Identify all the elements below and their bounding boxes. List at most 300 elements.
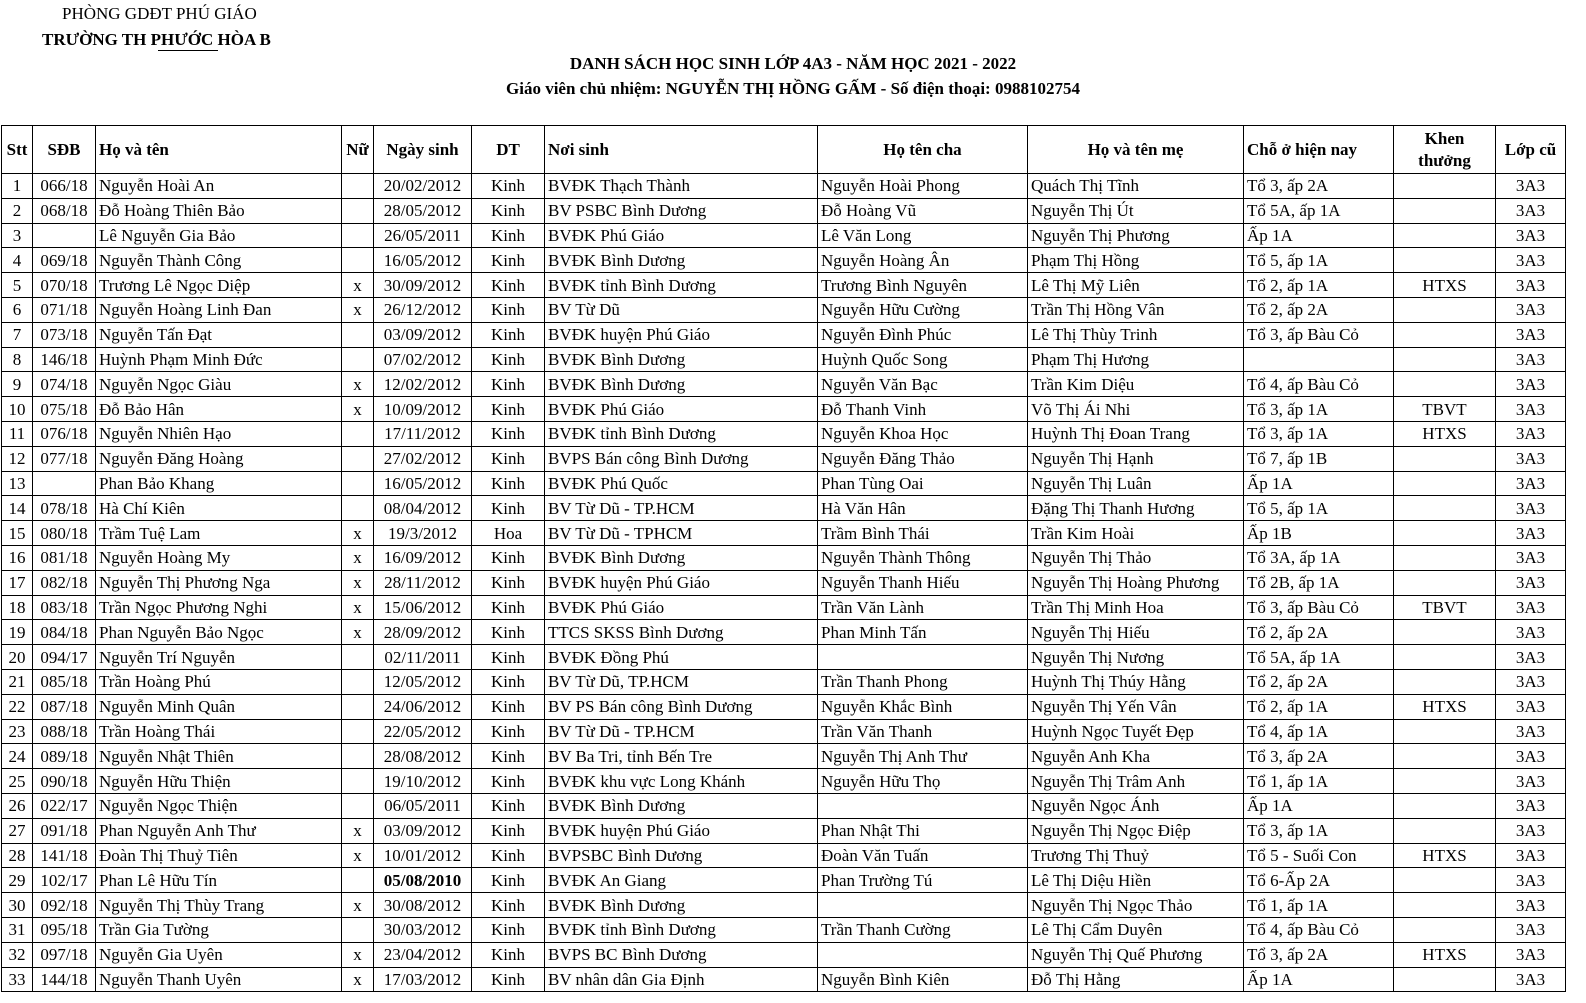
col-header-birthplace: Nơi sinh: [545, 126, 818, 174]
table-row: [2, 347, 1566, 372]
cell-birthplace: BVĐK Bình Dương: [545, 893, 818, 918]
cell-female: x: [342, 372, 374, 397]
cell-father: Nguyễn Khắc Bình: [818, 694, 1028, 719]
cell-female: x: [342, 942, 374, 967]
cell-award: [1394, 620, 1496, 645]
col-header-father: Họ tên cha: [818, 126, 1028, 174]
cell-birthplace: BVĐK Bình Dương: [545, 248, 818, 273]
cell-award: [1394, 248, 1496, 273]
cell-ethnicity: Kinh: [472, 843, 545, 868]
cell-father: Đỗ Hoàng Vũ: [818, 198, 1028, 223]
cell-sdb: 074/18: [33, 372, 96, 397]
cell-female: [342, 471, 374, 496]
table-row: [2, 570, 1566, 595]
cell-old-class: 3A3: [1496, 372, 1566, 397]
cell-birthdate: 27/02/2012: [374, 446, 472, 471]
cell-mother: Nguyễn Thị Quế Phương: [1028, 942, 1244, 967]
cell-name: Trần Gia Tường: [96, 917, 342, 942]
cell-stt: 16: [2, 545, 33, 570]
cell-ethnicity: Kinh: [472, 174, 545, 199]
cell-father: Trần Văn Thanh: [818, 719, 1028, 744]
cell-birthdate: 22/05/2012: [374, 719, 472, 744]
cell-ethnicity: Kinh: [472, 769, 545, 794]
cell-sdb: 087/18: [33, 694, 96, 719]
cell-stt: 26: [2, 793, 33, 818]
cell-old-class: 3A3: [1496, 669, 1566, 694]
cell-old-class: 3A3: [1496, 397, 1566, 422]
cell-ethnicity: Kinh: [472, 719, 545, 744]
cell-address: Ấp 1A: [1244, 793, 1394, 818]
cell-female: [342, 868, 374, 893]
cell-award: [1394, 446, 1496, 471]
cell-birthdate: 28/09/2012: [374, 620, 472, 645]
table-row: [2, 322, 1566, 347]
table-row: [2, 372, 1566, 397]
cell-stt: 24: [2, 744, 33, 769]
cell-ethnicity: Kinh: [472, 669, 545, 694]
cell-old-class: 3A3: [1496, 620, 1566, 645]
cell-sdb: 085/18: [33, 669, 96, 694]
cell-ethnicity: Kinh: [472, 297, 545, 322]
cell-sdb: 144/18: [33, 967, 96, 992]
cell-ethnicity: Kinh: [472, 322, 545, 347]
cell-father: Lê Văn Long: [818, 223, 1028, 248]
cell-address: Tổ 3, ấp Bàu Cỏ: [1244, 322, 1394, 347]
cell-sdb: 076/18: [33, 421, 96, 446]
cell-old-class: 3A3: [1496, 645, 1566, 670]
cell-birthplace: TTCS SKSS Bình Dương: [545, 620, 818, 645]
cell-father: Nguyễn Thanh Hiếu: [818, 570, 1028, 595]
cell-father: Nguyễn Khoa Học: [818, 421, 1028, 446]
cell-birthdate: 20/02/2012: [374, 174, 472, 199]
cell-birthplace: BV nhân dân Gia Định: [545, 967, 818, 992]
cell-father: Phan Nhật Thi: [818, 818, 1028, 843]
cell-name: Nguyễn Đăng Hoàng: [96, 446, 342, 471]
cell-female: [342, 669, 374, 694]
cell-award: HTXS: [1394, 942, 1496, 967]
cell-birthdate: 26/12/2012: [374, 297, 472, 322]
cell-birthplace: BVĐK khu vực Long Khánh: [545, 769, 818, 794]
cell-birthdate: 16/05/2012: [374, 471, 472, 496]
cell-old-class: 3A3: [1496, 198, 1566, 223]
cell-award: [1394, 645, 1496, 670]
cell-mother: Quách Thị Tĩnh: [1028, 174, 1244, 199]
col-header-address: Chỗ ở hiện nay: [1244, 126, 1394, 174]
cell-mother: Đỗ Thị Hằng: [1028, 967, 1244, 992]
cell-name: Nguyễn Thành Công: [96, 248, 342, 273]
cell-ethnicity: Hoa: [472, 521, 545, 546]
cell-award: HTXS: [1394, 694, 1496, 719]
cell-birthplace: BVĐK Phú Giáo: [545, 595, 818, 620]
table-row: [2, 471, 1566, 496]
cell-award: [1394, 372, 1496, 397]
cell-sdb: 094/17: [33, 645, 96, 670]
cell-ethnicity: Kinh: [472, 893, 545, 918]
cell-ethnicity: Kinh: [472, 570, 545, 595]
cell-address: Ấp 1A: [1244, 223, 1394, 248]
cell-female: [342, 223, 374, 248]
cell-mother: Trần Thị Hồng Vân: [1028, 297, 1244, 322]
cell-stt: 12: [2, 446, 33, 471]
cell-address: Tổ 6-Ấp 2A: [1244, 868, 1394, 893]
cell-name: Nguyễn Hoàng My: [96, 545, 342, 570]
cell-name: Trần Hoàng Phú: [96, 669, 342, 694]
school-underline: [158, 50, 218, 51]
cell-name: Đoàn Thị Thuỷ Tiên: [96, 843, 342, 868]
cell-birthplace: BV Từ Dũ, TP.HCM: [545, 669, 818, 694]
cell-award: [1394, 917, 1496, 942]
cell-address: Tổ 3, ấp 1A: [1244, 818, 1394, 843]
cell-address: Tổ 3A, ấp 1A: [1244, 545, 1394, 570]
cell-award: TBVT: [1394, 397, 1496, 422]
cell-birthdate: 17/03/2012: [374, 967, 472, 992]
table-row: [2, 223, 1566, 248]
cell-sdb: 082/18: [33, 570, 96, 595]
cell-father: Hà Văn Hân: [818, 496, 1028, 521]
cell-sdb: 071/18: [33, 297, 96, 322]
cell-award: HTXS: [1394, 421, 1496, 446]
cell-stt: 23: [2, 719, 33, 744]
cell-ethnicity: Kinh: [472, 967, 545, 992]
cell-ethnicity: Kinh: [472, 793, 545, 818]
cell-stt: 22: [2, 694, 33, 719]
cell-old-class: 3A3: [1496, 174, 1566, 199]
cell-ethnicity: Kinh: [472, 347, 545, 372]
cell-mother: Nguyễn Thị Ngọc Điệp: [1028, 818, 1244, 843]
cell-birthplace: BV Từ Dũ - TP.HCM: [545, 719, 818, 744]
cell-father: [818, 793, 1028, 818]
cell-ethnicity: Kinh: [472, 818, 545, 843]
cell-old-class: 3A3: [1496, 297, 1566, 322]
cell-award: [1394, 521, 1496, 546]
cell-award: [1394, 570, 1496, 595]
cell-birthdate: 23/04/2012: [374, 942, 472, 967]
cell-address: Tổ 4, ấp Bàu Cỏ: [1244, 917, 1394, 942]
table-header-row: [2, 126, 1566, 174]
cell-mother: Nguyễn Ngọc Ánh: [1028, 793, 1244, 818]
cell-ethnicity: Kinh: [472, 372, 545, 397]
cell-ethnicity: Kinh: [472, 273, 545, 298]
cell-address: Tổ 3, ấp Bàu Cỏ: [1244, 595, 1394, 620]
cell-ethnicity: Kinh: [472, 198, 545, 223]
cell-birthdate: 16/05/2012: [374, 248, 472, 273]
cell-birthplace: BVĐK huyện Phú Giáo: [545, 818, 818, 843]
cell-female: [342, 446, 374, 471]
table-row: [2, 297, 1566, 322]
cell-female: [342, 645, 374, 670]
cell-name: Trương Lê Ngọc Diệp: [96, 273, 342, 298]
page-title: DANH SÁCH HỌC SINH LỚP 4A3 - NĂM HỌC 2021 - 2022: [569, 54, 1017, 73]
cell-ethnicity: Kinh: [472, 942, 545, 967]
cell-award: HTXS: [1394, 843, 1496, 868]
cell-old-class: 3A3: [1496, 719, 1566, 744]
col-header-old-class: Lớp cũ: [1496, 126, 1566, 174]
cell-sdb: 075/18: [33, 397, 96, 422]
cell-female: [342, 719, 374, 744]
cell-address: Tổ 3, ấp 1A: [1244, 397, 1394, 422]
cell-birthplace: BVPS BC Bình Dương: [545, 942, 818, 967]
table-row: [2, 620, 1566, 645]
cell-address: Tổ 2, ấp 1A: [1244, 694, 1394, 719]
cell-sdb: 095/18: [33, 917, 96, 942]
cell-birthplace: BVĐK An Giang: [545, 868, 818, 893]
cell-old-class: 3A3: [1496, 322, 1566, 347]
cell-birthdate: 26/05/2011: [374, 223, 472, 248]
cell-female: [342, 694, 374, 719]
cell-name: Nguyễn Nhật Thiên: [96, 744, 342, 769]
cell-ethnicity: Kinh: [472, 620, 545, 645]
cell-sdb: 090/18: [33, 769, 96, 794]
cell-mother: Võ Thị Ái Nhi: [1028, 397, 1244, 422]
cell-name: Nguyễn Thị Phương Nga: [96, 570, 342, 595]
cell-award: TBVT: [1394, 595, 1496, 620]
cell-mother: Nguyễn Thị Phương: [1028, 223, 1244, 248]
cell-birthplace: BVĐK Bình Dương: [545, 347, 818, 372]
cell-old-class: 3A3: [1496, 942, 1566, 967]
table-row: [2, 248, 1566, 273]
cell-name: Nguyễn Thanh Uyên: [96, 967, 342, 992]
cell-old-class: 3A3: [1496, 843, 1566, 868]
cell-sdb: 146/18: [33, 347, 96, 372]
cell-birthplace: BV Từ Dũ - TP.HCM: [545, 496, 818, 521]
col-header-birthdate: Ngày sinh: [374, 126, 472, 174]
table-row: [2, 397, 1566, 422]
cell-birthplace: BVĐK huyện Phú Giáo: [545, 570, 818, 595]
cell-name: Nguyễn Gia Uyên: [96, 942, 342, 967]
cell-female: x: [342, 273, 374, 298]
cell-father: Trần Văn Lành: [818, 595, 1028, 620]
cell-mother: Nguyễn Anh Kha: [1028, 744, 1244, 769]
cell-birthplace: BV Từ Dũ - TPHCM: [545, 521, 818, 546]
cell-stt: 10: [2, 397, 33, 422]
table-row: [2, 273, 1566, 298]
cell-award: [1394, 545, 1496, 570]
cell-award: [1394, 868, 1496, 893]
cell-birthdate: 15/06/2012: [374, 595, 472, 620]
cell-mother: Phạm Thị Hồng: [1028, 248, 1244, 273]
cell-birthplace: BVĐK Bình Dương: [545, 793, 818, 818]
cell-birthdate: 06/05/2011: [374, 793, 472, 818]
cell-address: Tổ 5A, ấp 1A: [1244, 645, 1394, 670]
cell-stt: 11: [2, 421, 33, 446]
cell-father: Trương Bình Nguyên: [818, 273, 1028, 298]
table-row: [2, 719, 1566, 744]
cell-name: Phan Nguyễn Anh Thư: [96, 818, 342, 843]
cell-father: Trần Thanh Cường: [818, 917, 1028, 942]
cell-stt: 6: [2, 297, 33, 322]
cell-father: Nguyễn Thành Thông: [818, 545, 1028, 570]
cell-mother: Lê Thị Cẩm Duyên: [1028, 917, 1244, 942]
cell-birthdate: 19/3/2012: [374, 521, 472, 546]
cell-mother: Huỳnh Ngọc Tuyết Đẹp: [1028, 719, 1244, 744]
cell-sdb: 089/18: [33, 744, 96, 769]
cell-birthdate: 19/10/2012: [374, 769, 472, 794]
cell-old-class: 3A3: [1496, 446, 1566, 471]
cell-award: [1394, 174, 1496, 199]
cell-sdb: 091/18: [33, 818, 96, 843]
cell-father: Đoàn Văn Tuấn: [818, 843, 1028, 868]
cell-ethnicity: Kinh: [472, 397, 545, 422]
cell-female: x: [342, 595, 374, 620]
cell-ethnicity: Kinh: [472, 421, 545, 446]
cell-mother: Nguyễn Thị Hạnh: [1028, 446, 1244, 471]
cell-sdb: 084/18: [33, 620, 96, 645]
cell-birthplace: BVĐK huyện Phú Giáo: [545, 322, 818, 347]
cell-father: Nguyễn Thị Anh Thư: [818, 744, 1028, 769]
cell-mother: Nguyễn Thị Yến Vân: [1028, 694, 1244, 719]
cell-father: [818, 942, 1028, 967]
cell-mother: Trần Thị Minh Hoa: [1028, 595, 1244, 620]
table-row: [2, 645, 1566, 670]
cell-mother: Trương Thị Thuỷ: [1028, 843, 1244, 868]
cell-old-class: 3A3: [1496, 521, 1566, 546]
cell-female: [342, 793, 374, 818]
table-row: [2, 769, 1566, 794]
cell-sdb: 081/18: [33, 545, 96, 570]
cell-address: Tổ 2, ấp 2A: [1244, 620, 1394, 645]
cell-old-class: 3A3: [1496, 818, 1566, 843]
cell-mother: Nguyễn Thị Út: [1028, 198, 1244, 223]
cell-address: Tổ 5 - Suối Con: [1244, 843, 1394, 868]
cell-mother: Lê Thị Diệu Hiền: [1028, 868, 1244, 893]
cell-birthplace: BVĐK tỉnh Bình Dương: [545, 421, 818, 446]
cell-female: x: [342, 967, 374, 992]
cell-name: Nguyễn Minh Quân: [96, 694, 342, 719]
cell-old-class: 3A3: [1496, 347, 1566, 372]
cell-award: [1394, 893, 1496, 918]
cell-address: Tổ 4, ấp 1A: [1244, 719, 1394, 744]
cell-birthdate: 28/05/2012: [374, 198, 472, 223]
cell-father: Phan Tùng Oai: [818, 471, 1028, 496]
cell-female: x: [342, 843, 374, 868]
cell-birthplace: BV Ba Tri, tỉnh Bến Tre: [545, 744, 818, 769]
cell-birthdate: 05/08/2010: [374, 868, 472, 893]
cell-birthplace: BVĐK Bình Dương: [545, 545, 818, 570]
cell-address: Tổ 5, ấp 1A: [1244, 248, 1394, 273]
cell-mother: Trần Kim Diệu: [1028, 372, 1244, 397]
table-row: [2, 744, 1566, 769]
table-row: [2, 967, 1566, 992]
cell-sdb: 068/18: [33, 198, 96, 223]
cell-sdb: 073/18: [33, 322, 96, 347]
cell-stt: 21: [2, 669, 33, 694]
cell-birthdate: 30/03/2012: [374, 917, 472, 942]
cell-father: Đỗ Thanh Vinh: [818, 397, 1028, 422]
cell-address: Ấp 1B: [1244, 521, 1394, 546]
col-header-ethnicity: DT: [472, 126, 545, 174]
cell-ethnicity: Kinh: [472, 496, 545, 521]
cell-sdb: 092/18: [33, 893, 96, 918]
cell-birthplace: BVĐK Phú Quốc: [545, 471, 818, 496]
cell-stt: 7: [2, 322, 33, 347]
cell-birthplace: BVĐK tỉnh Bình Dương: [545, 273, 818, 298]
cell-stt: 33: [2, 967, 33, 992]
table-row: [2, 595, 1566, 620]
cell-birthdate: 12/02/2012: [374, 372, 472, 397]
cell-female: [342, 198, 374, 223]
cell-mother: Huỳnh Thị Đoan Trang: [1028, 421, 1244, 446]
cell-address: Tổ 7, ấp 1B: [1244, 446, 1394, 471]
cell-mother: Nguyễn Thị Trâm Anh: [1028, 769, 1244, 794]
cell-birthplace: BV PS Bán công Bình Dương: [545, 694, 818, 719]
cell-stt: 5: [2, 273, 33, 298]
cell-old-class: 3A3: [1496, 570, 1566, 595]
table-row: [2, 694, 1566, 719]
cell-birthplace: BVĐK Thạch Thành: [545, 174, 818, 199]
cell-female: x: [342, 818, 374, 843]
cell-address: Ấp 1A: [1244, 967, 1394, 992]
cell-name: Trầm Tuệ Lam: [96, 521, 342, 546]
cell-sdb: 080/18: [33, 521, 96, 546]
cell-female: [342, 496, 374, 521]
cell-sdb: 066/18: [33, 174, 96, 199]
cell-mother: Nguyễn Thị Hiếu: [1028, 620, 1244, 645]
cell-award: [1394, 347, 1496, 372]
cell-birthdate: 10/01/2012: [374, 843, 472, 868]
cell-sdb: 083/18: [33, 595, 96, 620]
cell-birthdate: 03/09/2012: [374, 818, 472, 843]
cell-ethnicity: Kinh: [472, 917, 545, 942]
cell-sdb: [33, 471, 96, 496]
cell-ethnicity: Kinh: [472, 694, 545, 719]
cell-ethnicity: Kinh: [472, 744, 545, 769]
cell-address: Tổ 5, ấp 1A: [1244, 496, 1394, 521]
cell-birthdate: 30/08/2012: [374, 893, 472, 918]
cell-name: Nguyễn Tấn Đạt: [96, 322, 342, 347]
cell-birthplace: BVPS Bán công Bình Dương: [545, 446, 818, 471]
cell-birthplace: BVPSBC Bình Dương: [545, 843, 818, 868]
table-row: [2, 545, 1566, 570]
cell-address: Tổ 1, ấp 1A: [1244, 893, 1394, 918]
cell-name: Phan Bảo Khang: [96, 471, 342, 496]
cell-birthplace: BVĐK Đồng Phú: [545, 645, 818, 670]
page-subtitle: Giáo viên chủ nhiệm: NGUYỄN THỊ HỒNG GẤM - Số điện thoại: 0988102754: [506, 79, 1080, 98]
cell-address: Ấp 1A: [1244, 471, 1394, 496]
cell-female: [342, 322, 374, 347]
cell-female: [342, 174, 374, 199]
table-row: [2, 917, 1566, 942]
cell-name: Trần Hoàng Thái: [96, 719, 342, 744]
cell-birthdate: 28/08/2012: [374, 744, 472, 769]
cell-stt: 3: [2, 223, 33, 248]
cell-old-class: 3A3: [1496, 744, 1566, 769]
cell-female: [342, 744, 374, 769]
cell-name: Hà Chí Kiên: [96, 496, 342, 521]
table-row: [2, 669, 1566, 694]
cell-mother: Lê Thị Thùy Trinh: [1028, 322, 1244, 347]
table-row: [2, 843, 1566, 868]
col-header-female: Nữ: [342, 126, 374, 174]
cell-name: Đỗ Bảo Hân: [96, 397, 342, 422]
cell-ethnicity: Kinh: [472, 248, 545, 273]
cell-birthdate: 16/09/2012: [374, 545, 472, 570]
cell-stt: 8: [2, 347, 33, 372]
cell-sdb: 078/18: [33, 496, 96, 521]
cell-father: Nguyễn Văn Bạc: [818, 372, 1028, 397]
cell-ethnicity: Kinh: [472, 471, 545, 496]
cell-award: [1394, 719, 1496, 744]
cell-old-class: 3A3: [1496, 893, 1566, 918]
cell-name: Lê Nguyễn Gia Bảo: [96, 223, 342, 248]
cell-old-class: 3A3: [1496, 273, 1566, 298]
cell-birthdate: 17/11/2012: [374, 421, 472, 446]
cell-sdb: 069/18: [33, 248, 96, 273]
cell-address: Tổ 2, ấp 2A: [1244, 297, 1394, 322]
cell-father: Nguyễn Hoài Phong: [818, 174, 1028, 199]
col-header-mother: Họ và tên mẹ: [1028, 126, 1244, 174]
cell-name: Nguyễn Hoài An: [96, 174, 342, 199]
cell-old-class: 3A3: [1496, 967, 1566, 992]
